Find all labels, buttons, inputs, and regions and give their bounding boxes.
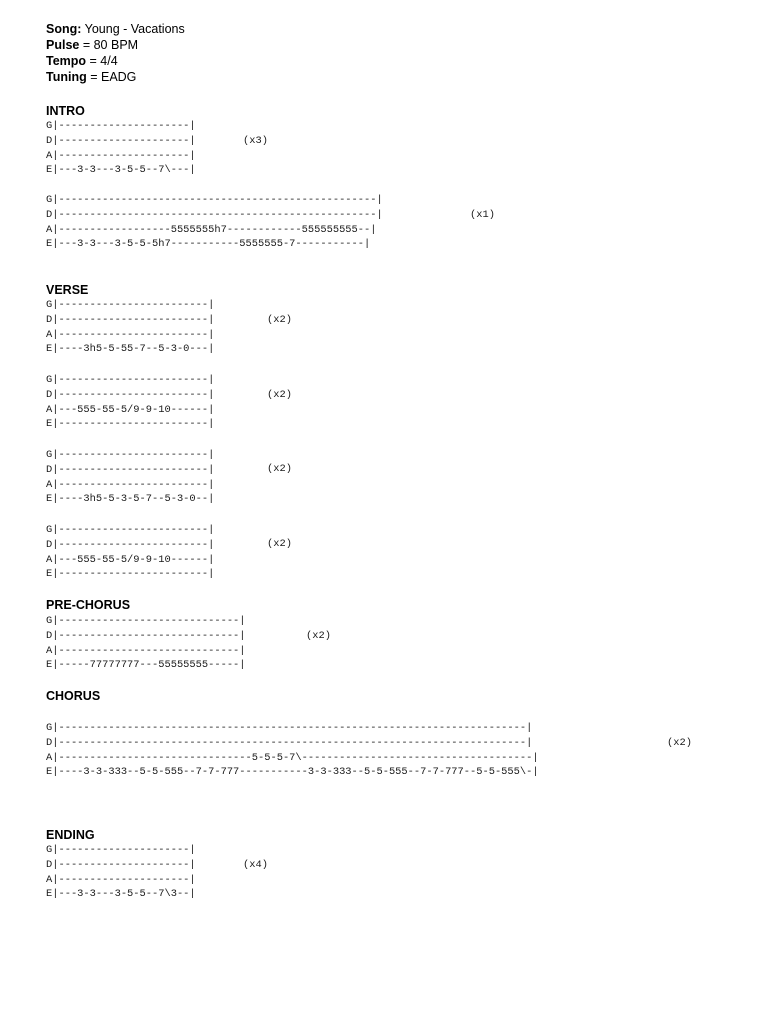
tab-line-e: E|----3-3-333--5-5-555--7-7-777-----------3-3-333--5-5-555--7-7-777--5-5-555\-| <box>46 766 539 779</box>
tab-line-g: G|------------------------| <box>46 299 215 311</box>
tab-line-e: E|-----77777777---55555555-----| <box>46 659 246 672</box>
tab-line-g: G|------------------------| <box>46 524 215 536</box>
tab-line-d: D|------------------------| <box>46 538 215 551</box>
tab-line-d: D|------------------------| <box>46 313 215 326</box>
tab-line-a: A|------------------------| <box>46 478 215 491</box>
tab-line-g: G|------------------------| <box>46 374 215 386</box>
repeat-count: (x2) <box>267 314 292 326</box>
tuning-line <box>46 69 136 85</box>
tempo-value: = 4/4 <box>86 54 118 68</box>
repeat-count: (x2) <box>267 538 292 550</box>
repeat-count: (x2) <box>267 389 292 401</box>
tab-line-e: E|---3-3---3-5-5-5h7-----------5555555-7-----------| <box>46 238 371 251</box>
tab-line-e: E|---3-3---3-5-5--7\---| <box>46 164 196 177</box>
tempo-line <box>46 53 118 69</box>
tab-block-verse-4 <box>46 523 214 582</box>
section-heading-intro: INTRO <box>46 104 85 118</box>
tuning-value: = EADG <box>86 70 137 84</box>
tab-block-pre-chorus <box>46 614 246 673</box>
pulse-value: = 80 BPM <box>79 38 139 52</box>
tuning-label: Tuning <box>46 70 87 84</box>
tab-line-g: G|---------------------| <box>46 120 196 132</box>
tab-line-a: A|---555-55-5/9-9-10------| <box>46 553 215 566</box>
section-heading-pre-chorus: PRE-CHORUS <box>46 598 131 612</box>
tab-block-chorus <box>46 721 539 780</box>
song-label: Song: <box>46 22 82 36</box>
tab-line-a: A|-------------------------------5-5-5-7\-------------------------------------| <box>46 751 539 764</box>
tab-block-verse-2 <box>46 373 214 432</box>
tab-line-d: D|---------------------------------------------------------------------------| <box>46 736 533 749</box>
tab-line-a: A|---555-55-5/9-9-10------| <box>46 403 215 416</box>
tab-line-a: A|------------------------| <box>46 328 215 341</box>
tab-line-e: E|------------------------| <box>46 418 215 431</box>
tab-line-g: G|-----------------------------| <box>46 615 246 627</box>
tab-line-a: A|---------------------| <box>46 149 196 162</box>
song-value: Young - Vacations <box>81 22 185 36</box>
tab-line-e: E|----3h5-5-3-5-7--5-3-0--| <box>46 493 215 506</box>
tab-line-a: A|---------------------| <box>46 873 196 886</box>
tab-line-g: G|------------------------| <box>46 449 215 461</box>
repeat-count: (x2) <box>306 630 331 642</box>
section-heading-chorus: CHORUS <box>46 689 101 703</box>
repeat-count: (x2) <box>267 463 292 475</box>
pulse-label: Pulse <box>46 38 80 52</box>
tab-line-a: A|------------------5555555h7------------555555555--| <box>46 223 377 236</box>
repeat-count: (x1) <box>470 209 495 221</box>
song-line <box>46 21 185 37</box>
tab-line-d: D|---------------------------------------------------| <box>46 208 383 221</box>
tab-line-e: E|---3-3---3-5-5--7\3--| <box>46 888 196 901</box>
tab-block-verse-1 <box>46 298 214 357</box>
tempo-label: Tempo <box>46 54 87 68</box>
tab-line-g: G|---------------------------------------------------| <box>46 194 383 206</box>
tab-line-g: G|---------------------| <box>46 844 196 856</box>
tab-block-intro-2 <box>46 193 383 252</box>
pulse-line <box>46 37 138 53</box>
tab-line-a: A|-----------------------------| <box>46 644 246 657</box>
repeat-count: (x4) <box>243 859 268 871</box>
tab-block-verse-3 <box>46 448 214 507</box>
repeat-count: (x2) <box>667 737 692 749</box>
tab-line-e: E|----3h5-5-55-7--5-3-0---| <box>46 343 215 356</box>
tab-line-d: D|---------------------| <box>46 134 196 147</box>
tab-block-intro-1 <box>46 119 196 178</box>
tab-line-d: D|------------------------| <box>46 388 215 401</box>
tab-block-ending <box>46 843 196 902</box>
repeat-count: (x3) <box>243 135 268 147</box>
section-heading-verse: VERSE <box>46 283 89 297</box>
tab-line-d: D|-----------------------------| <box>46 629 246 642</box>
tab-line-d: D|------------------------| <box>46 463 215 476</box>
tab-line-d: D|---------------------| <box>46 858 196 871</box>
tab-line-g: G|---------------------------------------------------------------------------| <box>46 722 533 734</box>
section-heading-ending: ENDING <box>46 828 95 842</box>
tab-line-e: E|------------------------| <box>46 568 215 581</box>
